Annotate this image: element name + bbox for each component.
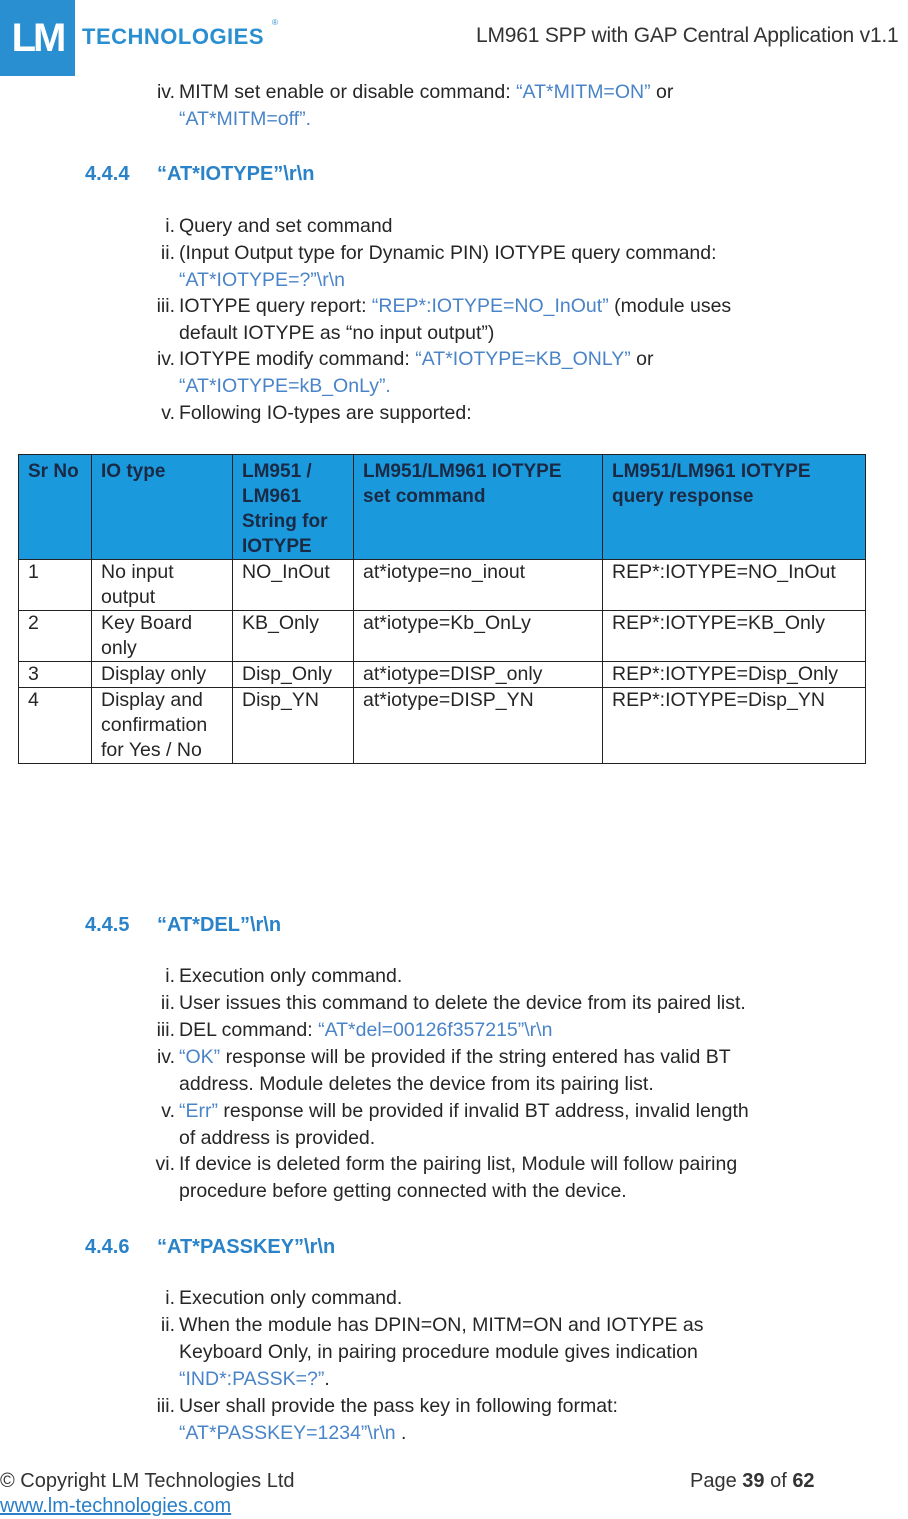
table-row (19, 611, 866, 662)
command-code: “AT*IOTYPE=?”\r\n (179, 269, 345, 291)
list-item-number: i. (165, 1287, 175, 1309)
item-text: or (650, 81, 674, 103)
current-page: 39 (742, 1470, 765, 1492)
list-item (165, 1285, 403, 1312)
command-code: “AT*IOTYPE=kB_OnLy”. (179, 375, 391, 397)
table-cell: Key Board only (92, 611, 233, 662)
item-text: procedure before getting connected with the device. (179, 1180, 627, 1202)
iotype-table (18, 454, 866, 764)
list-item (165, 213, 393, 240)
list-item (156, 346, 654, 400)
item-text: of address is provided. (179, 1127, 376, 1149)
list-item (156, 1044, 731, 1098)
table-cell: REP*:IOTYPE=Disp_YN (603, 688, 866, 764)
item-text: (Input Output type for Dynamic PIN) IOTYPE query command: (179, 242, 717, 264)
list-item-number: ii. (160, 992, 175, 1014)
list-item (155, 1151, 738, 1205)
command-code: “AT*IOTYPE=KB_ONLY” (415, 348, 631, 370)
command-code: “AT*MITM=ON” (516, 81, 651, 103)
company-logo-text: TECHNOLOGIES (82, 24, 265, 49)
list-item-number: iii. (156, 295, 175, 317)
item-text: When the module has DPIN=ON, MITM=ON and IOTYPE as (179, 1314, 704, 1336)
item-text: MITM set enable or disable command: (179, 81, 517, 103)
command-code: “AT*MITM=off”. (179, 108, 311, 130)
item-text: IOTYPE modify command: (179, 348, 416, 370)
table-cell: at*iotype=no_inout (354, 560, 603, 611)
table-row (19, 662, 866, 688)
table-cell: at*iotype=Kb_OnLy (354, 611, 603, 662)
table-cell: REP*:IOTYPE=Disp_Only (603, 662, 866, 688)
table-row (19, 560, 866, 611)
command-code: “IND*:PASSK=?” (179, 1368, 325, 1390)
command-code: “OK” (179, 1046, 221, 1068)
column-header: LM951/LM961 IOTYPE set command (354, 455, 603, 560)
item-text: (module uses (608, 295, 732, 317)
item-text: Execution only command. (179, 1287, 403, 1309)
column-header: LM951 / LM961 String for IOTYPE (233, 455, 354, 560)
item-text: or (630, 348, 654, 370)
list-item-number: vi. (155, 1153, 175, 1175)
section-title: “AT*PASSKEY”\r\n (157, 1236, 336, 1258)
list-item (160, 240, 717, 294)
table-cell: 2 (19, 611, 92, 662)
table-cell: 1 (19, 560, 92, 611)
company-logo-mark: LM (0, 0, 75, 76)
table-row (19, 688, 866, 764)
list-item (160, 990, 746, 1017)
section-number: 4.4.5 (85, 914, 130, 936)
list-item-number: v. (161, 402, 175, 424)
list-item-number: iv. (156, 1046, 175, 1068)
item-text: User issues this command to delete the device from its paired list. (179, 992, 746, 1014)
section-heading-4-4-6 (85, 1236, 335, 1259)
item-text: Execution only command. (179, 965, 403, 987)
table-cell: REP*:IOTYPE=KB_Only (603, 611, 866, 662)
section-title: “AT*IOTYPE”\r\n (157, 163, 315, 185)
list-item (160, 1312, 704, 1393)
page-number (690, 1470, 815, 1493)
list-item-number: iii. (156, 1019, 175, 1041)
list-item-number: i. (165, 965, 175, 987)
column-header: IO type (92, 455, 233, 560)
table-cell: REP*:IOTYPE=NO_InOut (603, 560, 866, 611)
item-text: User shall provide the pass key in following format: (179, 1395, 618, 1417)
item-text: address. Module deletes the device from its pairing list. (179, 1073, 654, 1095)
table-cell: 3 (19, 662, 92, 688)
page-of-label: of (764, 1470, 793, 1492)
list-item (156, 1017, 553, 1044)
command-code: “AT*del=00126f357215”\r\n (318, 1019, 553, 1041)
section-number: 4.4.4 (85, 163, 130, 185)
command-code: “REP*:IOTYPE=NO_InOut” (371, 295, 609, 317)
list-item-number: iv. (156, 81, 175, 103)
table-cell: KB_Only (233, 611, 354, 662)
list-item-number: v. (161, 1100, 175, 1122)
list-item-number: ii. (160, 1314, 175, 1336)
section-heading-4-4-5 (85, 914, 281, 937)
table-cell: Disp_Only (233, 662, 354, 688)
section-title: “AT*DEL”\r\n (157, 914, 282, 936)
copyright-notice: © Copyright LM Technologies Ltd (0, 1470, 295, 1492)
item-text: Query and set command (179, 215, 393, 237)
item-text: response will be provided if the string entered has valid BT (220, 1046, 731, 1068)
command-code: “Err” (179, 1100, 218, 1122)
table-cell: at*iotype=DISP_only (354, 662, 603, 688)
section-heading-4-4-4 (85, 163, 314, 186)
total-pages: 62 (792, 1470, 815, 1492)
page-label: Page (690, 1470, 743, 1492)
table-cell: Disp_YN (233, 688, 354, 764)
list-item-number: iii. (156, 1395, 175, 1417)
item-text: Keyboard Only, in pairing procedure module gives indication (179, 1341, 698, 1363)
item-text: . (395, 1422, 407, 1444)
list-item-number: i. (165, 215, 175, 237)
list-item (156, 1393, 618, 1447)
table-cell: at*iotype=DISP_YN (354, 688, 603, 764)
table-header-row (19, 455, 866, 560)
item-text: response will be provided if invalid BT address, invalid length (217, 1100, 749, 1122)
table-cell: Display and confirmation for Yes / No (92, 688, 233, 764)
list-item (156, 79, 674, 133)
column-header: LM951/LM961 IOTYPE query response (603, 455, 866, 560)
document-title: LM961 SPP with GAP Central Application v1.1 (476, 24, 899, 47)
list-item-number: ii. (160, 242, 175, 264)
item-text: default IOTYPE as “no input output”) (179, 322, 495, 344)
item-text: DEL command: (179, 1019, 319, 1041)
list-item (156, 293, 732, 347)
item-text: Following IO-types are supported: (179, 402, 472, 424)
table-cell: NO_InOut (233, 560, 354, 611)
website-link[interactable]: www.lm-technologies.com (0, 1495, 232, 1517)
registered-mark: ® (272, 18, 278, 27)
column-header: Sr No (19, 455, 92, 560)
list-item (165, 963, 403, 990)
table-cell: 4 (19, 688, 92, 764)
table-cell: No input output (92, 560, 233, 611)
list-item (161, 1098, 749, 1152)
list-item-number: iv. (156, 348, 175, 370)
item-text: If device is deleted form the pairing list, Module will follow pairing (179, 1153, 738, 1175)
item-text: IOTYPE query report: (179, 295, 372, 317)
list-item (161, 400, 472, 427)
table-cell: Display only (92, 662, 233, 688)
command-code: “AT*PASSKEY=1234”\r\n (179, 1422, 396, 1444)
section-number: 4.4.6 (85, 1236, 130, 1258)
item-text: . (324, 1368, 330, 1390)
